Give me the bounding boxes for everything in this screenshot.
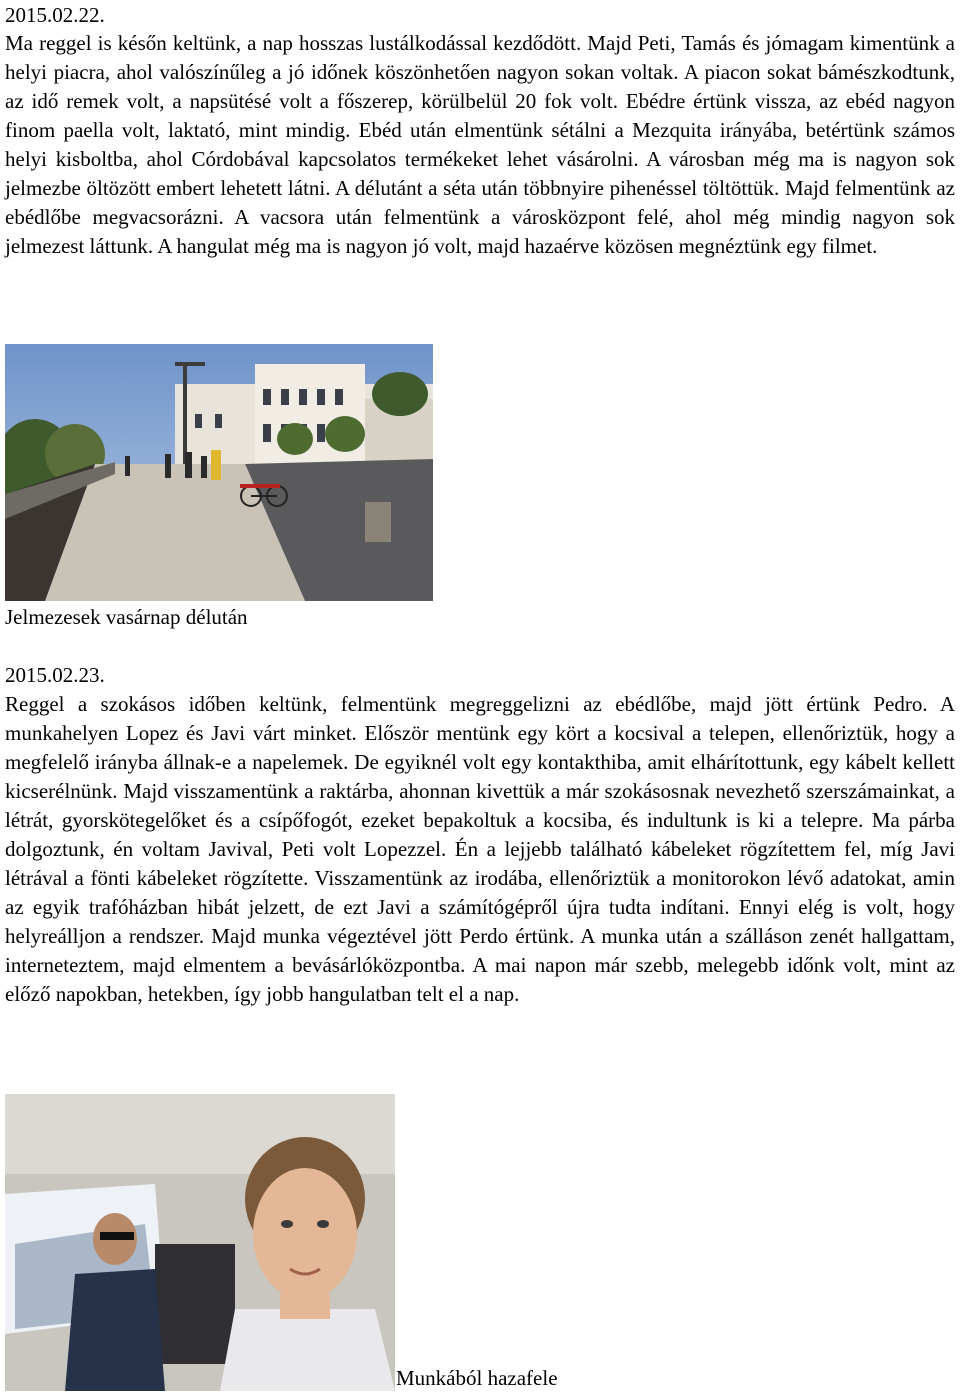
photo-caption: Munkából hazafele xyxy=(396,1366,558,1390)
entry-date: 2015.02.22. xyxy=(5,3,105,27)
entry-text: Ma reggel is későn keltünk, a nap hosszas lustálkodással kezdődött. Majd Peti, Tamás és jómagam kimentünk a helyi piacra, ahol valószínűleg a jó időnek köszönhetően nagyon sokan voltak. A piacon sokat bámészkodtunk, az idő remek volt, a napsütésé volt a főszerep, körülbelül 20 fok volt. Ebédre értünk vissza, az ebéd nagyon finom paella volt, laktató, mint mindig. Ebéd után elmentünk sétálni a Mezquita irányába, betértünk számos helyi kisboltba, ahol Córdobával kapcsolatos termékeket lehet vásárolni. A városban még ma is nagyon sok jelmezbe öltözött embert lehetett látni. A délutánt a séta után többnyire pihenéssel töltöttük. Majd felmentünk az ebédlőbe megvacsorázni. A vacsora után felmentünk a városközpont felé, ahol még mindig nagyon sok jelmezest láttunk. A hangulat még ma is nagyon jó volt, majd hazaérve közösen megnéztünk egy filmet. xyxy=(5,31,955,258)
entry-date: 2015.02.23. xyxy=(5,663,105,687)
photo-caption: Jelmezesek vasárnap délután xyxy=(5,605,248,629)
entry-text: Reggel a szokásos időben keltünk, felmentünk megreggelizni az ebédlőbe, majd jött értünk Pedro. A munkahelyen Lopez és Javi várt minket. Először mentünk egy kört a kocsival a telepen, ellenőriztük, hogy a megfelelő irányba állnak-e a napelemek. De egyiknél volt egy kontakthiba, amit elhárítottunk, egy kábelt kellett kicserélnünk. Majd visszamentünk a raktárba, ahonnan kivettük a már szokásosnak nevezhető szerszámainkat, a létrát, gyorskötegelőket és a csípőfogót, ezeket bepakoltuk a kocsiba, és indultunk is ki a telepre. Ma párba dolgoztunk, én voltam Javival, Peti volt Lopezzel. Én a lejjebb található kábeleket rögzítettem fel, míg Javi létrával a fönti kábeleket rögzítette. Visszamentünk az irodába, ellenőriztük a monitorokon lévő adatokat, amin az egyik trafóházban hibát jelzett, de ezt Javi a számítógépről újra tudta indítani. Ennyi elég is volt, hogy helyreálljon a rendszer. Majd munka végeztével jött Perdo értünk. A munka után a szálláson zenét hallgattam, interneteztem, majd elmentem a bevásárlóközpontba. A mai napon már szebb, melegebb időnk volt, mint az előző napokban, hetekben, így jobb hangulatban telt el a nap. xyxy=(5,692,955,1006)
street-photo xyxy=(5,344,433,601)
van-selfie-photo xyxy=(5,1094,395,1391)
